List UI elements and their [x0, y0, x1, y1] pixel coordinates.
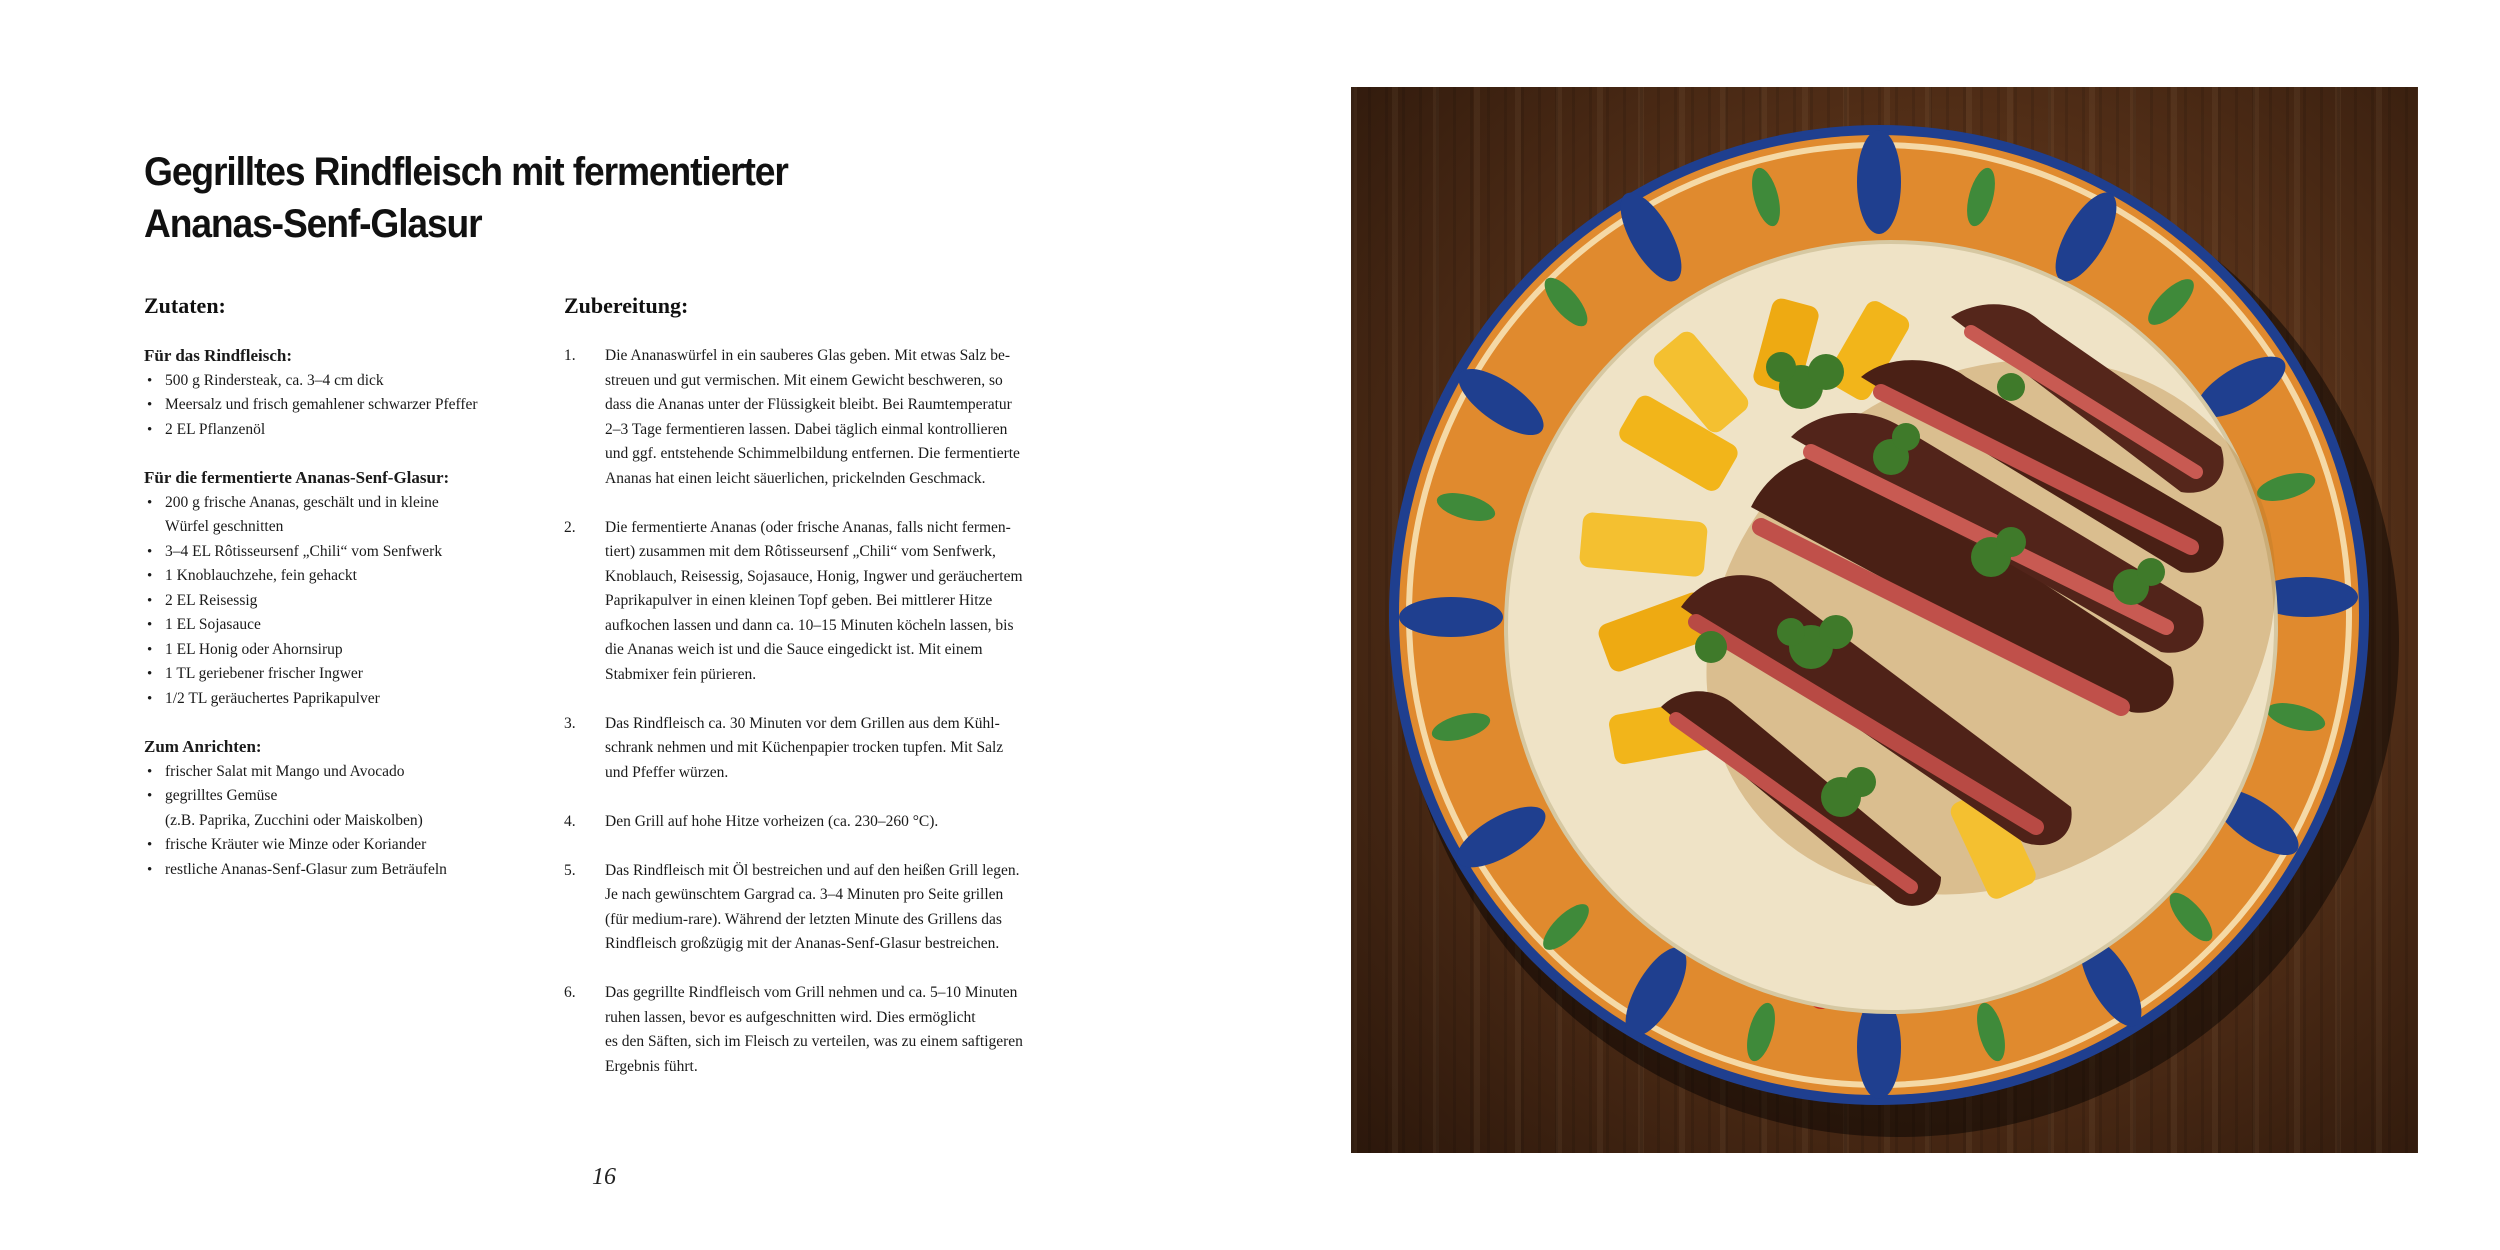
step-number: 2. [564, 518, 576, 536]
ingredient-group-title: Für das Rindfleisch: [144, 346, 292, 365]
step-number: 3. [564, 714, 576, 732]
recipe-title: Gegrilltes Rindfleisch mit fermentierter Ananas-Senf-Glasur [144, 150, 788, 246]
ingredient-item: • 1/2 TL geräuchertes Paprikapulver [144, 687, 544, 712]
preparation-steps [564, 344, 1076, 1104]
ingredient-item: • 500 g Rindersteak, ca. 3–4 cm dick [144, 369, 544, 394]
ingredient-list [144, 760, 544, 883]
step-number: 4. [564, 812, 576, 830]
step-item [564, 516, 1076, 688]
ingredient-group-beef [144, 344, 544, 442]
page-number: 16 [592, 1164, 616, 1190]
ingredient-item: • restliche Ananas-Senf-Glasur zum Beträufeln [144, 858, 544, 883]
ingredients-section [144, 344, 544, 906]
ingredient-item: • 1 Knoblauchzehe, fein gehackt [144, 564, 544, 589]
ingredient-item: • 200 g frische Ananas, geschält und in kleine Würfel geschnitten [144, 491, 484, 540]
ingredient-group-title: Für die fermentierte Ananas-Senf-Glasur: [144, 468, 450, 487]
preparation-heading: Zubereitung: [564, 293, 689, 318]
step-item [564, 712, 1076, 786]
ingredient-item: • frischer Salat mit Mango und Avocado [144, 760, 544, 785]
ingredient-list [144, 491, 544, 712]
step-text: Das Rindfleisch mit Öl bestreichen und auf den heißen Grill legen. Je nach gewünschtem Gargrad ca. 3–4 Minuten pro Seite grillen (für medium-rare). Während der letzten Minute des Grillens das Rindfleisch großzügig mit der Ananas-Senf-Glasur bestreichen. [605, 861, 1020, 952]
step-text: Das Rindfleisch ca. 30 Minuten vor dem Grillen aus dem Kühl- schrank nehmen und mit Küchenpapier trocken tupfen. Mit Salz und Pfeffer würzen. [605, 714, 1004, 781]
ingredient-group-serving [144, 735, 544, 882]
step-text: Den Grill auf hohe Hitze vorheizen (ca. 230–260 °C). [605, 812, 939, 830]
ingredient-item: • 3–4 EL Rôtisseursenf „Chili“ vom Senfwerk [144, 540, 544, 565]
step-text: Die Ananaswürfel in ein sauberes Glas geben. Mit etwas Salz be- streuen und gut vermischen. Mit einem Gewicht beschweren, so dass die Ananas unter der Flüssigkeit bleibt. Bei Raumtemperatur 2–3 Tage fermentieren lassen. Dabei täglich einmal kontrollieren und ggf. entstehende Schimmelbildung entfernen. Die fermentierte Ananas hat einen leicht säuerlichen, prickelnden Geschmack. [605, 347, 1020, 487]
ingredient-item: • frische Kräuter wie Minze oder Koriander [144, 833, 544, 858]
ingredient-item: • gegrilltes Gemüse (z.B. Paprika, Zucchini oder Maiskolben) [144, 784, 544, 833]
step-number: 1. [564, 347, 576, 364]
step-item [564, 859, 1076, 957]
step-number: 6. [564, 984, 576, 1001]
ingredient-item: • 1 EL Sojasauce [144, 613, 544, 638]
ingredient-item: • Meersalz und frisch gemahlener schwarzer Pfeffer [144, 393, 544, 418]
ingredient-item: • 2 EL Reisessig [144, 589, 544, 614]
step-item [564, 810, 1076, 835]
step-text: Die fermentierte Ananas (oder frische Ananas, falls nicht fermen- tiert) zusammen mit dem Rôtisseursenf „Chili“ vom Senfwerk, Knoblauch, Reisessig, Sojasauce, Honig, Ingwer und geräuchertem Paprikapulver in einen kleinen Topf geben. Bei mittlerer Hitze aufkochen lassen und dann ca. 10–15 Minuten köcheln lassen, bis die Ananas weich ist und die Sauce eingedickt ist. Mit einem Stabmixer fein pürieren. [605, 518, 1023, 683]
step-item [564, 981, 1076, 1079]
dish-illustration [1351, 87, 2418, 1153]
ingredient-list [144, 369, 544, 443]
ingredient-item: • 1 EL Honig oder Ahornsirup [144, 638, 544, 663]
step-text: Das gegrillte Rindfleisch vom Grill nehmen und ca. 5–10 Minuten ruhen lassen, bevor es aufgeschnitten wird. Dies ermöglicht es den Säften, sich im Fleisch zu verteilen, was zu einem saftigeren Ergebnis führt. [605, 984, 1023, 1075]
ingredient-group-title: Zum Anrichten: [144, 737, 262, 756]
ingredient-group-glaze [144, 466, 544, 711]
recipe-photo [1351, 87, 2418, 1153]
step-number: 5. [564, 861, 576, 879]
ingredients-heading: Zutaten: [144, 293, 226, 318]
ingredient-item: • 2 EL Pflanzenöl [144, 418, 544, 443]
ingredient-item: • 1 TL geriebener frischer Ingwer [144, 662, 544, 687]
step-item [564, 344, 1076, 491]
